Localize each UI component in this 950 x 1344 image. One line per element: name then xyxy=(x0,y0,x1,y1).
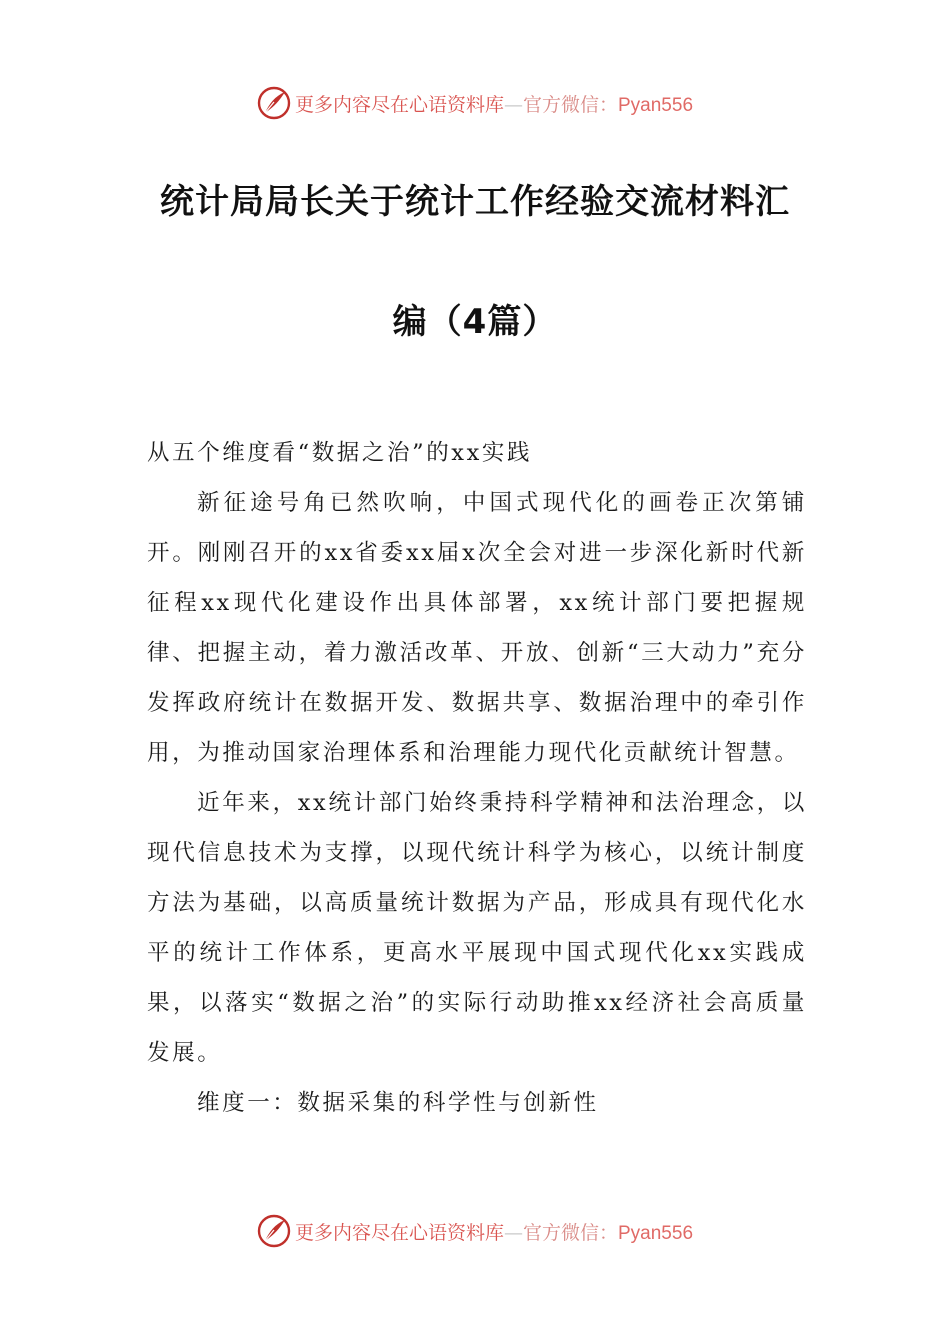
watermark-main-text: 更多内容尽在心语资料库 xyxy=(294,1221,504,1244)
watermark-account: Pyan556 xyxy=(618,1222,694,1244)
watermark-header xyxy=(0,80,950,126)
watermark-separator: — xyxy=(503,1221,523,1244)
quill-logo-icon xyxy=(257,1214,291,1248)
paragraph: 近年来，xx统计部门始终秉持科学精神和法治理念，以现代信息技术为支撑，以现代统计科学为核心，以统计制度方法为基础，以高质量统计数据为产品，形成具有现代化水平的统计工作体系，更高水平展现中国式现代化xx实践成果，以落实“数据之治”的实际行动助推xx经济社会高质量发展。 xyxy=(147,790,807,1066)
quill-logo-icon xyxy=(257,86,291,120)
document-body xyxy=(147,428,807,1128)
document-title-line2: 编（4篇） xyxy=(392,302,558,342)
watermark-footer xyxy=(0,1208,950,1254)
watermark-account: Pyan556 xyxy=(618,94,694,116)
document-title-line1: 统计局局长关于统计工作经验交流材料汇 xyxy=(160,182,790,222)
watermark-main-text: 更多内容尽在心语资料库 xyxy=(294,93,504,116)
section-heading: 维度一：数据采集的科学性与创新性 xyxy=(197,1090,599,1116)
watermark-wechat-label: 官方微信： xyxy=(522,93,618,116)
subheading: 从五个维度看“数据之治”的xx实践 xyxy=(147,440,533,466)
watermark-text xyxy=(295,90,693,117)
watermark-wechat-label: 官方微信： xyxy=(522,1221,618,1244)
watermark-separator: — xyxy=(503,93,523,116)
watermark-text xyxy=(295,1218,693,1245)
paragraph: 新征途号角已然吹响，中国式现代化的画卷正次第铺开。刚刚召开的xx省委xx届x次全会对进一步深化新时代新征程xx现代化建设作出具体部署，xx统计部门要把握规律、把握主动，着力激活改革、开放、创新“三大动力”充分发挥政府统计在数据开发、数据共享、数据治理中的牵引作用，为推动国家治理体系和治理能力现代化贡献统计智慧。 xyxy=(147,490,807,766)
